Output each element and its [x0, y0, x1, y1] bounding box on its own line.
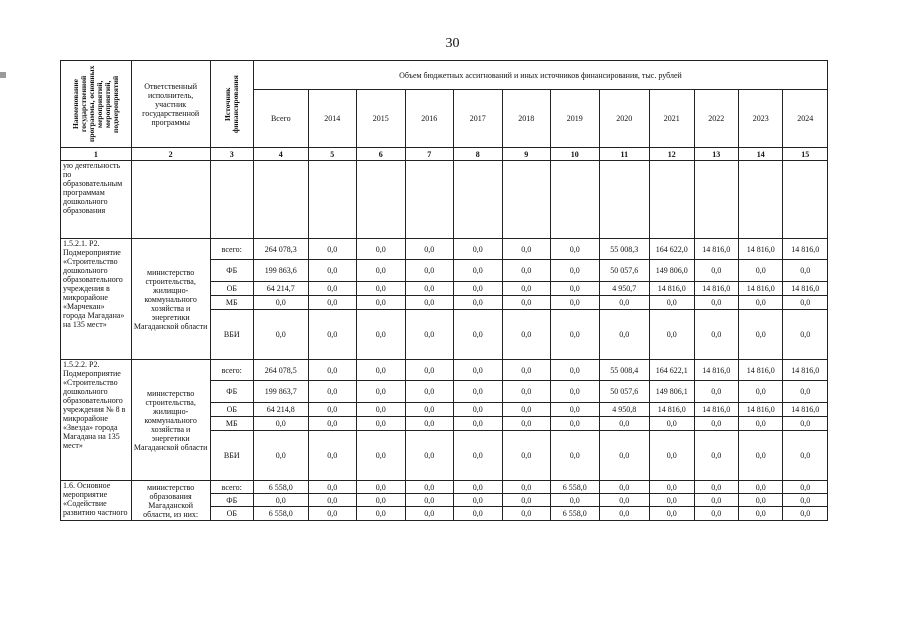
budget-table	[60, 60, 828, 521]
column-number: 6	[357, 148, 406, 161]
year-value: 0,0	[694, 417, 738, 431]
year-value: 0,0	[405, 310, 454, 360]
year-value: 0,0	[454, 310, 503, 360]
year-value: 0,0	[694, 507, 738, 521]
year-value: 14 816,0	[783, 282, 828, 296]
year-value: 0,0	[738, 431, 782, 481]
year-value: 0,0	[454, 431, 503, 481]
year-value: 0,0	[551, 417, 600, 431]
year-value: 14 816,0	[738, 239, 782, 260]
year-value: 0,0	[738, 310, 782, 360]
header-name-cell	[61, 61, 132, 148]
funding-source: всего:	[210, 360, 253, 381]
year-value: 0,0	[783, 494, 828, 507]
continuation-row	[61, 161, 828, 239]
column-number: 4	[253, 148, 308, 161]
column-number: 5	[308, 148, 357, 161]
year-value: 0,0	[738, 494, 782, 507]
year-value: 14 816,0	[650, 282, 694, 296]
year-value: 0,0	[405, 481, 454, 494]
year-value: 0,0	[650, 481, 694, 494]
total-value: 264 078,3	[253, 239, 308, 260]
year-value: 0,0	[502, 310, 551, 360]
table-row	[61, 239, 828, 260]
header-year: 2020	[599, 90, 650, 148]
funding-source: ОБ	[210, 282, 253, 296]
column-number: 8	[454, 148, 503, 161]
year-value: 0,0	[738, 507, 782, 521]
year-value: 0,0	[694, 481, 738, 494]
year-value: 0,0	[650, 431, 694, 481]
year-value: 0,0	[308, 494, 357, 507]
year-value: 0,0	[694, 310, 738, 360]
column-number: 14	[738, 148, 782, 161]
total-value: 6 558,0	[253, 507, 308, 521]
year-value: 0,0	[650, 417, 694, 431]
year-value: 0,0	[357, 381, 406, 403]
executor-name: министерство строительства, жилищно-коммунального хозяйства и энергетики Магаданской области	[131, 239, 210, 360]
year-value: 4 950,7	[599, 282, 650, 296]
year-value: 0,0	[405, 507, 454, 521]
year-value: 0,0	[308, 260, 357, 282]
year-value: 0,0	[405, 360, 454, 381]
empty-cell	[210, 161, 253, 239]
executor-name: министерство строительства, жилищно-коммунального хозяйства и энергетики Магаданской области	[131, 360, 210, 481]
funding-source: всего:	[210, 481, 253, 494]
year-value: 0,0	[783, 481, 828, 494]
year-value: 0,0	[738, 296, 782, 310]
activity-name: 1.5.2.1. Р2. Подмероприятие «Строительство дошкольного образовательного учреждения в микрорайоне «Марчекан» города Магадана» на 135 мест»	[61, 239, 132, 360]
funding-source: МБ	[210, 296, 253, 310]
year-value: 0,0	[502, 507, 551, 521]
year-value: 14 816,0	[738, 403, 782, 417]
column-number: 13	[694, 148, 738, 161]
total-value: 0,0	[253, 431, 308, 481]
year-value: 0,0	[357, 417, 406, 431]
total-value: 199 863,7	[253, 381, 308, 403]
year-value: 0,0	[405, 381, 454, 403]
year-value: 0,0	[308, 239, 357, 260]
year-value: 55 008,3	[599, 239, 650, 260]
year-value: 0,0	[357, 507, 406, 521]
year-value: 0,0	[308, 296, 357, 310]
year-value: 0,0	[694, 260, 738, 282]
header-volume: Объем бюджетных ассигнований и иных источников финансирования, тыс. рублей	[253, 61, 827, 90]
year-value: 0,0	[551, 282, 600, 296]
header-year: 2017	[454, 90, 503, 148]
column-number: 7	[405, 148, 454, 161]
scan-mark	[0, 72, 6, 78]
total-value: 64 214,7	[253, 282, 308, 296]
empty-cell	[650, 161, 694, 239]
year-value: 50 057,6	[599, 260, 650, 282]
year-value: 0,0	[405, 494, 454, 507]
year-value: 0,0	[502, 494, 551, 507]
year-value: 0,0	[738, 381, 782, 403]
year-value: 0,0	[551, 403, 600, 417]
year-value: 0,0	[357, 431, 406, 481]
empty-cell	[738, 161, 782, 239]
column-number: 2	[131, 148, 210, 161]
header-total: Всего	[253, 90, 308, 148]
year-value: 0,0	[783, 417, 828, 431]
year-value: 0,0	[308, 381, 357, 403]
empty-cell	[551, 161, 600, 239]
table-body	[61, 148, 828, 521]
funding-source: ОБ	[210, 403, 253, 417]
year-value: 0,0	[783, 507, 828, 521]
year-value: 0,0	[502, 296, 551, 310]
total-value: 0,0	[253, 417, 308, 431]
year-value: 0,0	[502, 360, 551, 381]
empty-cell	[253, 161, 308, 239]
year-value: 0,0	[502, 381, 551, 403]
year-value: 0,0	[694, 381, 738, 403]
year-value: 14 816,0	[738, 282, 782, 296]
year-value: 0,0	[454, 239, 503, 260]
year-value: 0,0	[599, 431, 650, 481]
column-number-row	[61, 148, 828, 161]
year-value: 0,0	[454, 507, 503, 521]
year-value: 0,0	[357, 360, 406, 381]
year-value: 0,0	[551, 260, 600, 282]
year-value: 6 558,0	[551, 507, 600, 521]
year-value: 0,0	[357, 494, 406, 507]
year-value: 0,0	[599, 507, 650, 521]
year-value: 0,0	[454, 381, 503, 403]
total-value: 6 558,0	[253, 481, 308, 494]
empty-cell	[783, 161, 828, 239]
total-value: 199 863,6	[253, 260, 308, 282]
year-value: 0,0	[357, 282, 406, 296]
year-value: 0,0	[454, 481, 503, 494]
empty-cell	[599, 161, 650, 239]
year-value: 4 950,8	[599, 403, 650, 417]
year-value: 0,0	[783, 310, 828, 360]
year-value: 14 816,0	[694, 403, 738, 417]
executor-name: министерство образования Магаданской области, из них:	[131, 481, 210, 521]
header-source-cell	[210, 61, 253, 148]
year-value: 0,0	[599, 494, 650, 507]
funding-source: ФБ	[210, 260, 253, 282]
year-value: 0,0	[454, 494, 503, 507]
year-value: 0,0	[694, 296, 738, 310]
year-value: 0,0	[308, 282, 357, 296]
year-value: 0,0	[405, 282, 454, 296]
year-value: 0,0	[308, 360, 357, 381]
header-executor: Ответственный исполнитель, участник государственной программы	[131, 61, 210, 148]
total-value: 0,0	[253, 296, 308, 310]
year-value: 0,0	[405, 260, 454, 282]
year-value: 0,0	[502, 239, 551, 260]
year-value: 0,0	[454, 360, 503, 381]
year-value: 0,0	[599, 417, 650, 431]
year-value: 14 816,0	[738, 360, 782, 381]
year-value: 0,0	[650, 507, 694, 521]
total-value: 264 078,5	[253, 360, 308, 381]
funding-source: ВБИ	[210, 431, 253, 481]
year-value: 0,0	[308, 507, 357, 521]
year-value: 0,0	[694, 431, 738, 481]
year-value: 0,0	[308, 403, 357, 417]
year-value: 0,0	[502, 260, 551, 282]
header-year: 2023	[738, 90, 782, 148]
header-year: 2016	[405, 90, 454, 148]
empty-cell	[454, 161, 503, 239]
activity-name: 1.5.2.2. Р2. Подмероприятие «Строительство дошкольного образовательного учреждения № 8 в микрорайоне «Звезда» города Магадана на 135 мест»	[61, 360, 132, 481]
year-value: 0,0	[551, 381, 600, 403]
table-row	[61, 360, 828, 381]
header-year: 2024	[783, 90, 828, 148]
total-value: 64 214,8	[253, 403, 308, 417]
year-value: 0,0	[599, 296, 650, 310]
year-value: 0,0	[405, 417, 454, 431]
year-value: 0,0	[783, 260, 828, 282]
table-header	[61, 61, 828, 148]
column-number: 10	[551, 148, 600, 161]
year-value: 14 816,0	[650, 403, 694, 417]
year-value: 14 816,0	[783, 360, 828, 381]
empty-cell	[131, 161, 210, 239]
year-value: 0,0	[551, 239, 600, 260]
column-number: 12	[650, 148, 694, 161]
year-value: 0,0	[308, 310, 357, 360]
funding-source: МБ	[210, 417, 253, 431]
year-value: 14 816,0	[694, 282, 738, 296]
total-value: 0,0	[253, 310, 308, 360]
column-number: 1	[61, 148, 132, 161]
year-value: 149 806,0	[650, 260, 694, 282]
year-value: 0,0	[308, 417, 357, 431]
year-value: 0,0	[502, 417, 551, 431]
funding-source: всего:	[210, 239, 253, 260]
year-value: 0,0	[599, 481, 650, 494]
year-value: 0,0	[454, 417, 503, 431]
year-value: 0,0	[357, 403, 406, 417]
year-value: 0,0	[454, 260, 503, 282]
year-value: 0,0	[454, 403, 503, 417]
table-row	[61, 481, 828, 494]
year-value: 0,0	[783, 381, 828, 403]
header-year: 2018	[502, 90, 551, 148]
funding-source: ОБ	[210, 507, 253, 521]
year-value: 0,0	[502, 403, 551, 417]
page-number: 30	[445, 36, 460, 51]
year-value: 0,0	[454, 282, 503, 296]
year-value: 0,0	[405, 239, 454, 260]
year-value: 0,0	[650, 310, 694, 360]
year-value: 14 816,0	[783, 239, 828, 260]
empty-cell	[502, 161, 551, 239]
header-year: 2015	[357, 90, 406, 148]
year-value: 0,0	[650, 296, 694, 310]
header-year: 2022	[694, 90, 738, 148]
year-value: 0,0	[551, 494, 600, 507]
column-number: 15	[783, 148, 828, 161]
funding-source: ФБ	[210, 381, 253, 403]
year-value: 6 558,0	[551, 481, 600, 494]
year-value: 0,0	[502, 431, 551, 481]
year-value: 55 008,4	[599, 360, 650, 381]
year-value: 0,0	[738, 481, 782, 494]
year-value: 149 806,1	[650, 381, 694, 403]
year-value: 0,0	[454, 296, 503, 310]
year-value: 0,0	[599, 310, 650, 360]
year-value: 0,0	[738, 417, 782, 431]
activity-name: 1.6. Основное мероприятие «Содействие развитию частного	[61, 481, 132, 521]
column-number: 9	[502, 148, 551, 161]
year-value: 0,0	[551, 360, 600, 381]
empty-cell	[308, 161, 357, 239]
year-value: 0,0	[551, 431, 600, 481]
empty-cell	[405, 161, 454, 239]
year-value: 0,0	[694, 494, 738, 507]
year-value: 14 816,0	[694, 239, 738, 260]
year-value: 0,0	[551, 296, 600, 310]
column-number: 3	[210, 148, 253, 161]
year-value: 0,0	[738, 260, 782, 282]
year-value: 0,0	[783, 296, 828, 310]
continuation-text: ую деятельность по образовательным программам дошкольного образования	[61, 161, 132, 239]
column-number: 11	[599, 148, 650, 161]
year-value: 0,0	[357, 296, 406, 310]
year-value: 0,0	[357, 260, 406, 282]
year-value: 0,0	[502, 481, 551, 494]
year-value: 50 057,6	[599, 381, 650, 403]
year-value: 0,0	[405, 296, 454, 310]
year-value: 14 816,0	[783, 403, 828, 417]
year-value: 164 622,0	[650, 239, 694, 260]
year-value: 0,0	[783, 431, 828, 481]
header-year: 2021	[650, 90, 694, 148]
year-value: 0,0	[650, 494, 694, 507]
year-value: 0,0	[357, 481, 406, 494]
header-year: 2014	[308, 90, 357, 148]
total-value: 0,0	[253, 494, 308, 507]
empty-cell	[357, 161, 406, 239]
year-value: 0,0	[357, 310, 406, 360]
empty-cell	[694, 161, 738, 239]
header-year: 2019	[551, 90, 600, 148]
year-value: 0,0	[357, 239, 406, 260]
year-value: 0,0	[405, 403, 454, 417]
year-value: 164 622,1	[650, 360, 694, 381]
funding-source: ВБИ	[210, 310, 253, 360]
year-value: 0,0	[308, 431, 357, 481]
year-value: 0,0	[551, 310, 600, 360]
header-source: Источник финансирования	[222, 75, 240, 133]
year-value: 0,0	[502, 282, 551, 296]
year-value: 0,0	[405, 431, 454, 481]
funding-source: ФБ	[210, 494, 253, 507]
year-value: 14 816,0	[694, 360, 738, 381]
year-value: 0,0	[308, 481, 357, 494]
header-name: Наименование государственной программы, основных мероприятий, мероприятий, подмероприятий	[70, 65, 120, 143]
